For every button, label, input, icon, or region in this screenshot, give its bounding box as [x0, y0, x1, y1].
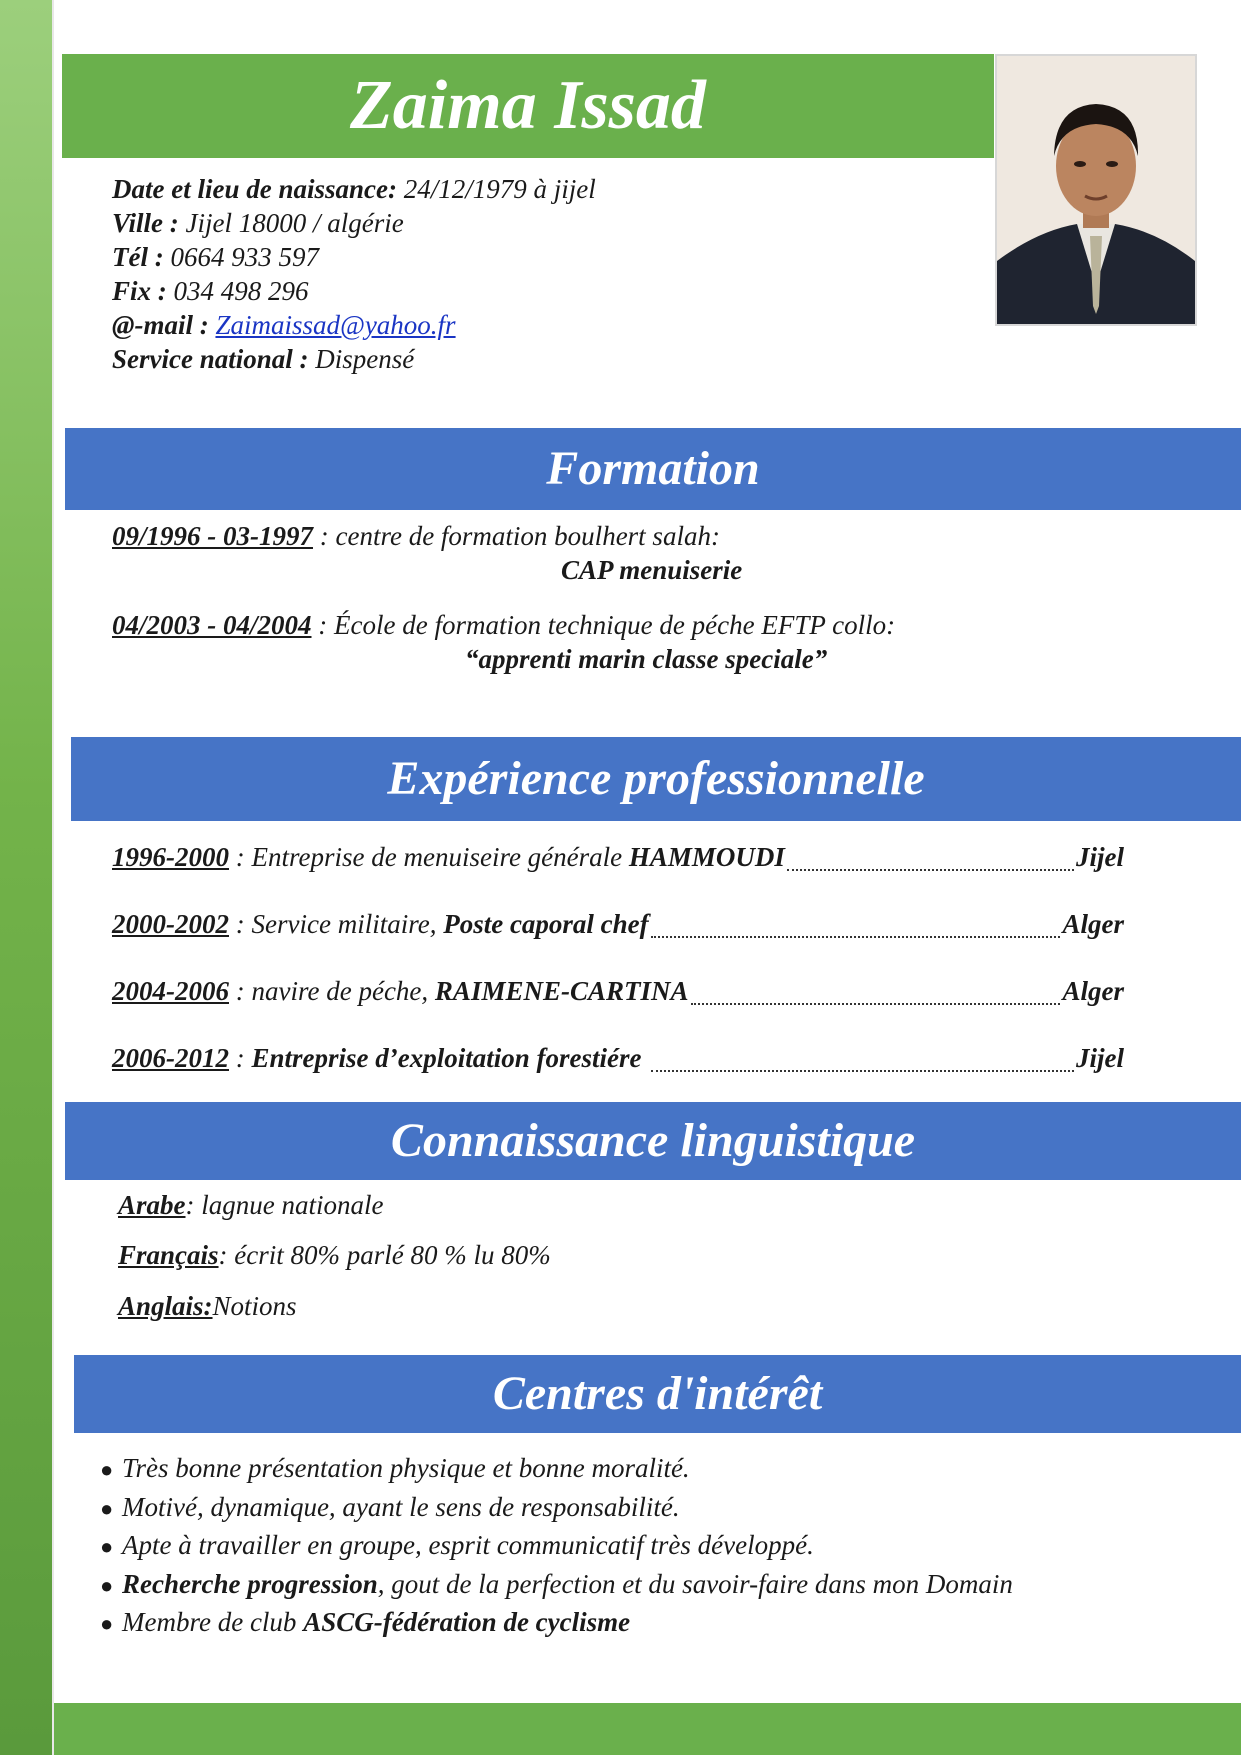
service-label: Service national : [112, 344, 309, 374]
side-divider [52, 0, 54, 1755]
interest-item [100, 1527, 1013, 1566]
experience-city: Alger [1062, 909, 1124, 939]
experience-date: 2006-2012 [112, 1043, 229, 1073]
service-value: Dispensé [308, 344, 415, 374]
language-level: lagnue nationale [194, 1190, 384, 1220]
bullet-icon: ● [100, 1457, 114, 1482]
email-line [112, 308, 596, 342]
experience-item [112, 842, 1124, 878]
interest-text: Très bonne présentation physique et bonne moralité. [122, 1453, 690, 1483]
birth-label: Date et lieu de naissance: [112, 174, 397, 204]
tel-line [112, 240, 596, 274]
experience-sep: : [229, 976, 252, 1006]
language-name: Français [118, 1240, 219, 1270]
leader-dots [787, 869, 1074, 871]
interest-item [100, 1604, 1013, 1643]
interests-list [100, 1450, 1013, 1643]
formation-date: 09/1996 - 03-1997 [112, 521, 313, 551]
formation-sep: : [311, 610, 334, 640]
experience-employer: Entreprise d’exploitation forestiére [251, 1043, 642, 1073]
interest-text: Motivé, dynamique, ayant le sens de responsabilité. [122, 1491, 680, 1522]
service-line [112, 342, 596, 376]
fix-value: 034 498 296 [166, 276, 309, 306]
languages-header [65, 1102, 1241, 1180]
experience-city: Jijel [1076, 1043, 1124, 1073]
interest-item [100, 1489, 1013, 1528]
footer-decor-bar [54, 1703, 1241, 1755]
bullet-icon: ● [100, 1572, 114, 1598]
leader-dots [651, 936, 1061, 938]
language-name: Anglais: [118, 1291, 213, 1321]
experience-text: Service militaire, [251, 909, 444, 939]
experience-sep: : [229, 1043, 252, 1073]
experience-text: Entreprise de menuiseire générale [251, 842, 629, 872]
formation-item [112, 610, 895, 641]
formation-date: 04/2003 - 04/2004 [112, 610, 312, 640]
language-colon: : [218, 1240, 228, 1270]
interest-item [100, 1450, 1013, 1489]
email-label: @-mail : [112, 310, 209, 340]
language-level: écrit 80% parlé 80 % lu 80% [227, 1240, 551, 1270]
birth-value: 24/12/1979 à jijel [396, 174, 596, 204]
leader-dots [691, 1003, 1061, 1005]
language-name: Arabe [118, 1190, 186, 1220]
experience-sep: : [229, 842, 252, 872]
experience-item [112, 976, 1124, 1012]
email-link[interactable]: Zaimaissad@yahoo.fr [215, 310, 456, 340]
experience-sep: : [229, 909, 252, 939]
personal-info [112, 172, 596, 376]
interest-text: , gout de la perfection et du savoir-faire dans mon Domain [377, 1568, 1013, 1599]
fix-label: Fix : [112, 276, 167, 306]
formation-item [112, 521, 720, 552]
interest-text: Apte à travailler en groupe, esprit communicatif très développé. [122, 1530, 814, 1560]
interest-bold: ASCG-fédération de cyclisme [303, 1607, 631, 1637]
candidate-name: Zaima Issad [350, 67, 706, 144]
name-banner [62, 54, 994, 158]
experience-date: 2000-2002 [112, 909, 229, 939]
experience-date: 2004-2006 [112, 976, 229, 1006]
formation-school: École de formation technique de péche EFTP collo: [334, 610, 896, 640]
formation-header [65, 428, 1241, 510]
bullet-icon: ● [100, 1495, 114, 1521]
interest-bold: Recherche progression [122, 1568, 378, 1599]
experience-header [71, 737, 1241, 821]
formation-title: Formation [546, 442, 760, 495]
experience-city: Jijel [1076, 842, 1124, 872]
formation-school: centre de formation boulhert salah: [335, 521, 720, 551]
formation-sep: : [312, 521, 336, 551]
interests-header [74, 1355, 1241, 1433]
experience-employer: HAMMOUDI [628, 842, 785, 872]
language-item [118, 1291, 297, 1322]
city-label: Ville : [112, 208, 179, 238]
tel-label: Tél : [112, 242, 164, 272]
bullet-icon: ● [100, 1534, 114, 1559]
language-item [118, 1190, 383, 1221]
fix-line [112, 274, 596, 308]
experience-item [112, 1043, 1124, 1079]
experience-city: Alger [1062, 976, 1124, 1006]
experience-title: Expérience professionnelle [387, 752, 925, 805]
bullet-icon: ● [100, 1611, 114, 1636]
interest-item [100, 1566, 1013, 1605]
birth-line [112, 172, 596, 206]
leader-dots [651, 1070, 1074, 1072]
formation-diploma: “apprenti marin classe speciale” [465, 644, 828, 674]
experience-employer: RAIMENE-CARTINA [434, 976, 689, 1006]
profile-photo [995, 54, 1197, 326]
experience-employer: Poste caporal chef [443, 909, 649, 939]
interest-text: Membre de club [122, 1607, 304, 1637]
language-colon: : [185, 1190, 195, 1220]
formation-diploma: CAP menuiserie [561, 555, 743, 585]
experience-date: 1996-2000 [112, 842, 229, 872]
language-level: Notions [212, 1291, 297, 1321]
city-line [112, 206, 596, 240]
experience-text: navire de péche, [251, 976, 435, 1006]
experience-item [112, 909, 1124, 945]
city-value: Jijel 18000 / algérie [178, 208, 404, 238]
interests-title: Centres d'intérêt [492, 1367, 823, 1420]
languages-title: Connaissance linguistique [390, 1114, 916, 1167]
side-decor-bar [0, 0, 52, 1755]
tel-value: 0664 933 597 [163, 242, 319, 272]
language-item [118, 1240, 551, 1271]
